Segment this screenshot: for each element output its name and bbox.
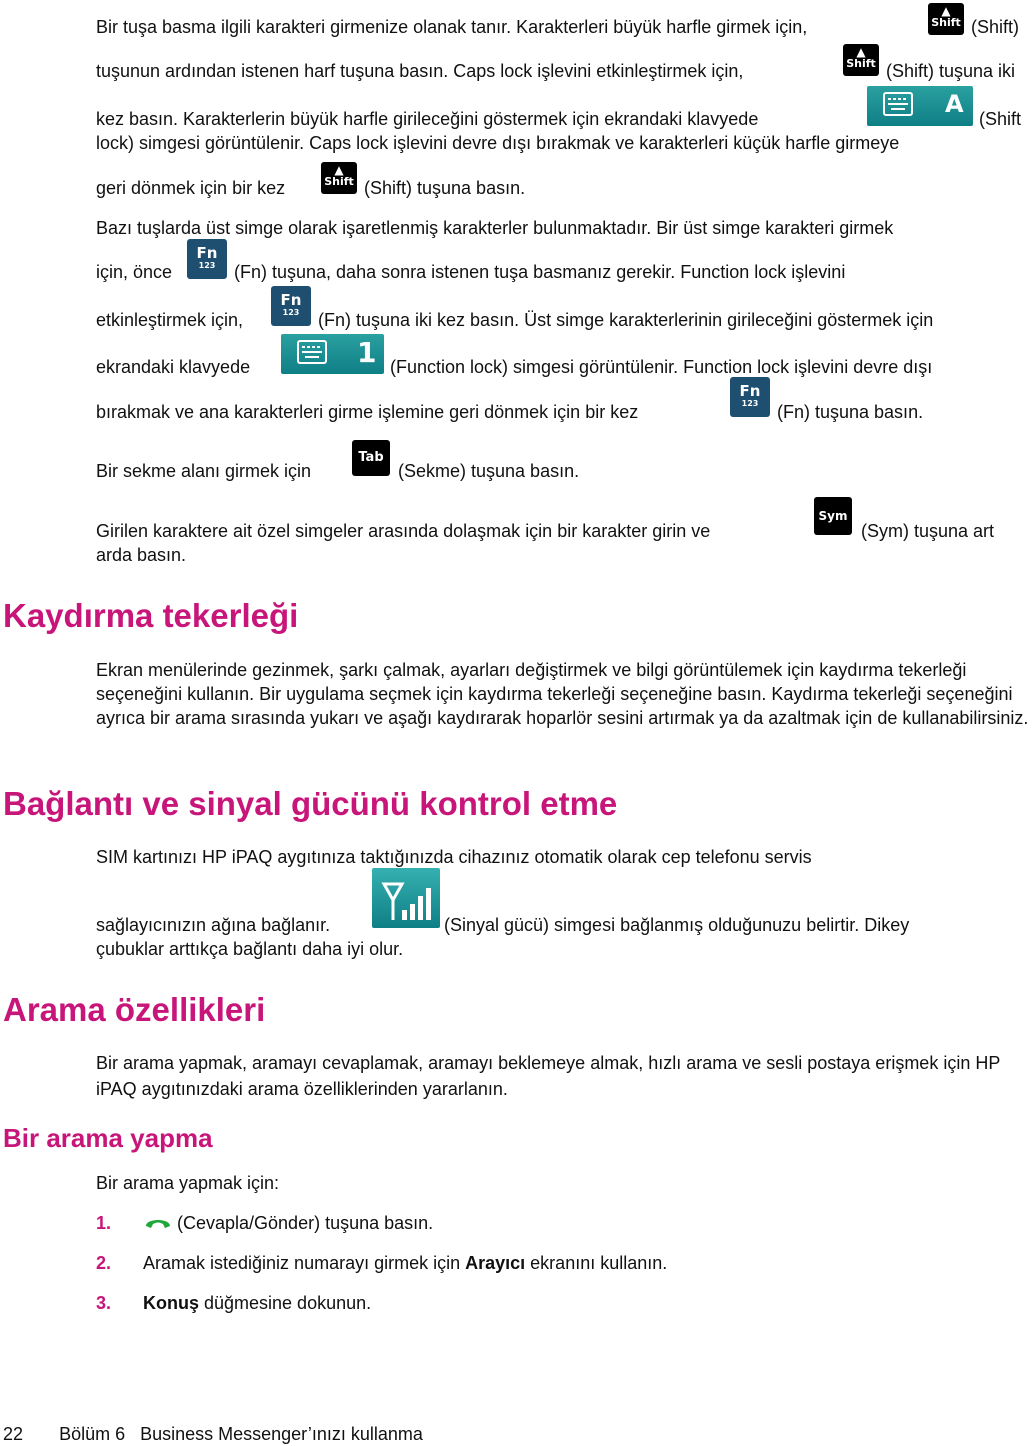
shift-key-icon: ▲ Shift xyxy=(321,162,357,194)
call-features-body: Bir arama yapmak, aramayı cevaplamak, aramayı beklemeye almak, hızlı arama ve sesli postaya erişmek için HP iPAQ aygıtınızdaki arama özelliklerinden yararlanın. xyxy=(96,1053,1001,1099)
fn-key-icon: Fn 123 xyxy=(730,377,770,417)
section-heading-scroll-wheel: Kaydırma tekerleği xyxy=(3,597,299,634)
fn-key-icon: Fn 123 xyxy=(187,239,227,279)
scroll-wheel-body: Ekran menülerinde gezinmek, şarkı çalmak, ayarları değiştirmek ve bilgi görüntülemek için kaydırma tekerleği seçeneğini kullanın. Bir uygulama seçmek için kaydırma tekerleği seçeneğine basın. Kaydırma tekerleği seçeneğini ayrıca bir arama sırasında yukarı ve aşağı kaydırarak hoparlör sesini artırmak ya da azaltmak için de kullanabilirsiniz. xyxy=(96,660,1029,728)
p2-line3: etkinleştirmek için, xyxy=(96,310,244,330)
step-number: 3. xyxy=(96,1293,112,1313)
step-text: Aramak istediğiniz numarayı girmek için Arayıcı ekranını kullanın. xyxy=(143,1253,668,1273)
call-send-icon xyxy=(143,1214,173,1230)
tab-key-icon: Tab xyxy=(352,440,390,476)
step-text: Konuş düğmesine dokunun. xyxy=(143,1293,372,1313)
p4-line1-end: (Sym) tuşuna art xyxy=(861,521,995,541)
connection-line3: çubuklar arttıkça bağlantı daha iyi olur. xyxy=(96,939,404,959)
p1-line3: kez basın. Karakterlerin büyük harfle girileceğini göstermek için ekrandaki klavyede xyxy=(96,109,759,129)
sym-key-icon: Sym xyxy=(814,497,852,535)
section-heading-call-features: Arama özellikleri xyxy=(3,991,266,1028)
p1-line4: lock) simgesi görüntülenir. Caps lock işlevini devre dışı bırakmak ve karakterleri küçük harfle girmeye xyxy=(96,133,900,153)
step-text: (Cevapla/Gönder) tuşuna basın. xyxy=(177,1213,434,1233)
p4-line1: Girilen karaktere ait özel simgeler arasında dolaşmak için bir karakter girin ve xyxy=(96,521,711,541)
p2-line4-end: (Function lock) simgesi görüntülenir. Function lock işlevini devre dışı xyxy=(390,357,933,377)
p2-line1: Bazı tuşlarda üst simge olarak işaretlenmiş karakterler bulunmaktadır. Bir üst simge karakteri girmek xyxy=(96,218,894,238)
connection-line2: sağlayıcınızın ağına bağlanır. xyxy=(96,915,331,935)
p2-line2-end: (Fn) tuşuna, daha sonra istenen tuşa basmanız gerekir. Function lock işlevini xyxy=(234,262,846,282)
step-number: 2. xyxy=(96,1253,112,1273)
p1-line1-end: (Shift) xyxy=(971,17,1020,37)
connection-line1: SIM kartınızı HP iPAQ aygıtınıza taktığınızda cihazınız otomatik olarak cep telefonu servis xyxy=(96,847,812,867)
p3-line-end: (Sekme) tuşuna basın. xyxy=(398,461,580,481)
connection-line2-end: (Sinyal gücü) simgesi bağlanmış olduğunuzu belirtir. Dikey xyxy=(444,915,910,935)
p1-line2: tuşunun ardından istenen harf tuşuna basın. Caps lock işlevini etkinleştirmek için, xyxy=(96,61,744,81)
step-number: 1. xyxy=(96,1213,112,1233)
p1-line3-end: (Shift xyxy=(979,109,1022,129)
p1-line5-end: (Shift) tuşuna basın. xyxy=(364,178,526,198)
function-lock-icon: 1 xyxy=(281,334,384,374)
fn-key-icon: Fn 123 xyxy=(271,286,311,326)
signal-strength-icon xyxy=(372,868,440,928)
p2-line5-end: (Fn) tuşuna basın. xyxy=(777,402,924,422)
p1-line2-end: (Shift) tuşuna iki xyxy=(886,61,1016,81)
page-footer xyxy=(3,1424,423,1445)
make-call-intro: Bir arama yapmak için: xyxy=(96,1173,280,1193)
section-heading-connection: Bağlantı ve sinyal gücünü kontrol etme xyxy=(3,785,618,822)
shift-key-icon: ▲ Shift xyxy=(843,44,879,76)
shift-key-icon: ▲ Shift xyxy=(928,3,964,35)
p2-line2: için, önce xyxy=(96,262,173,282)
p2-line4: ekrandaki klavyede xyxy=(96,357,251,377)
p2-line3-end: (Fn) tuşuna iki kez basın. Üst simge karakterlerinin girileceğini göstermek için xyxy=(318,310,934,330)
chapter-title: Bölüm 6 Business Messenger’ınızı kullanma xyxy=(59,1424,423,1444)
p4-line2: arda basın. xyxy=(96,545,187,565)
p1-line1 xyxy=(96,16,807,38)
p1-line5: geri dönmek için bir kez xyxy=(96,178,286,198)
p3-line: Bir sekme alanı girmek için xyxy=(96,461,312,481)
section-heading-make-call: Bir arama yapma xyxy=(3,1123,213,1153)
p1-text-1a: Bir tuşa basma ilgili karakteri girmenize olanak tanır. Karakterleri büyük harfle girmek için, xyxy=(96,17,808,37)
page-number: 22 xyxy=(3,1424,24,1444)
p2-line5: bırakmak ve ana karakterleri girme işlemine geri dönmek için bir kez xyxy=(96,402,639,422)
caps-lock-icon: A xyxy=(867,86,973,126)
